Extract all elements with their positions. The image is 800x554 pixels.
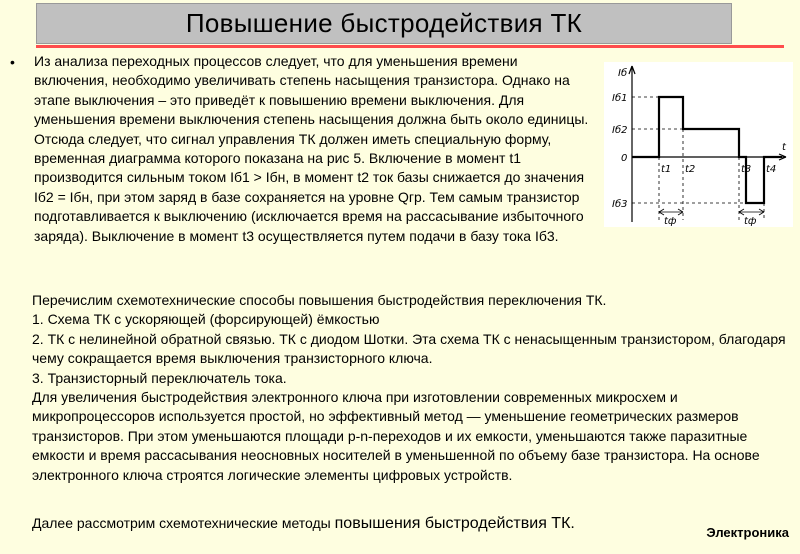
title-box (36, 3, 732, 44)
interval-left-label: tф (664, 216, 677, 227)
t1-label: t1 (661, 164, 672, 175)
base-current-waveform (632, 97, 782, 203)
bullet-icon: • (10, 54, 15, 70)
interval-right-label: tф (744, 216, 757, 227)
intro-paragraph: Из анализа переходных процессов следует, что для уменьшения времени включения, необходимо увеличивать степень насыщения транзистора. Однако на этапе выключения – это приведёт к повышению времени выключения. Для уменьшения времени выключения степень насыщения должна быть около единицы. Отсюда следует, что сигнал управления ТК должен иметь специальную форму, временная диаграмма которого показана на рис 5. Включение в момент t1 производится сильным током Iб1 > Iбн, в момент t2 ток базы снижается до значения Iб2 = Iбн, при этом заряд в базе сохраняется на уровне Qгр. Тем самым транзистор подготавливается к выключению (исключается время на рассасывание избыточного заряда). Выключение в момент t3 осуществляется путем подачи в базу тока Iб3. (34, 53, 589, 244)
final-emphasis: повышения быстродействия ТК. (334, 515, 575, 532)
base-current-timing-diagram (604, 62, 793, 227)
geometry-paragraph: Для увеличения быстродействия электронного ключа при изготовлении современных микросхем и микропроцессоров используется простой, но эффективный метод — уменьшение геометрических размеров транзисторов. При этом уменьшаются площади p-n-переходов и их емкости, уменьшаются также паразитные емкости и время рассасывания неосновных носителей в уменьшенной по объему базе транзистора. На основе электронного ключа строятся логические элементы цифровых устройств. (32, 389, 760, 483)
page-title: Повышение быстродействия ТК (185, 8, 583, 38)
final-line (32, 515, 575, 533)
t3-label: t3 (741, 164, 752, 175)
ib2-label: Iб2 (612, 125, 628, 136)
list-item-3: 3. Транзисторный переключатель тока. (32, 369, 287, 386)
list-intro: Перечислим схемотехнические способы повышения быстродействия переключения ТК. (32, 292, 607, 308)
list-item-2: 2. ТК с нелинейной обратной связью. ТК с диодом Шотки. Эта схема ТК с ненасыщенным транзистором, благодаря чему сокращается время выключения транзисторного ключа. (32, 330, 786, 367)
footer-label: Электроника (706, 525, 789, 540)
ib3-label: Iб3 (612, 199, 628, 210)
list-item-1: 1. Схема ТК с ускоряющей (форсирующей) ёмкостью (32, 311, 380, 328)
t4-label: t4 (766, 164, 777, 175)
y-axis-label: Iб (618, 68, 628, 79)
t2-label: t2 (685, 164, 696, 175)
ib1-label: Iб1 (612, 93, 628, 104)
x-axis-label: t (782, 142, 786, 153)
title-underline (36, 45, 784, 48)
final-prefix: Далее рассмотрим схемотехнические методы (32, 515, 335, 531)
methods-list (32, 291, 792, 485)
zero-label: 0 (621, 153, 628, 164)
